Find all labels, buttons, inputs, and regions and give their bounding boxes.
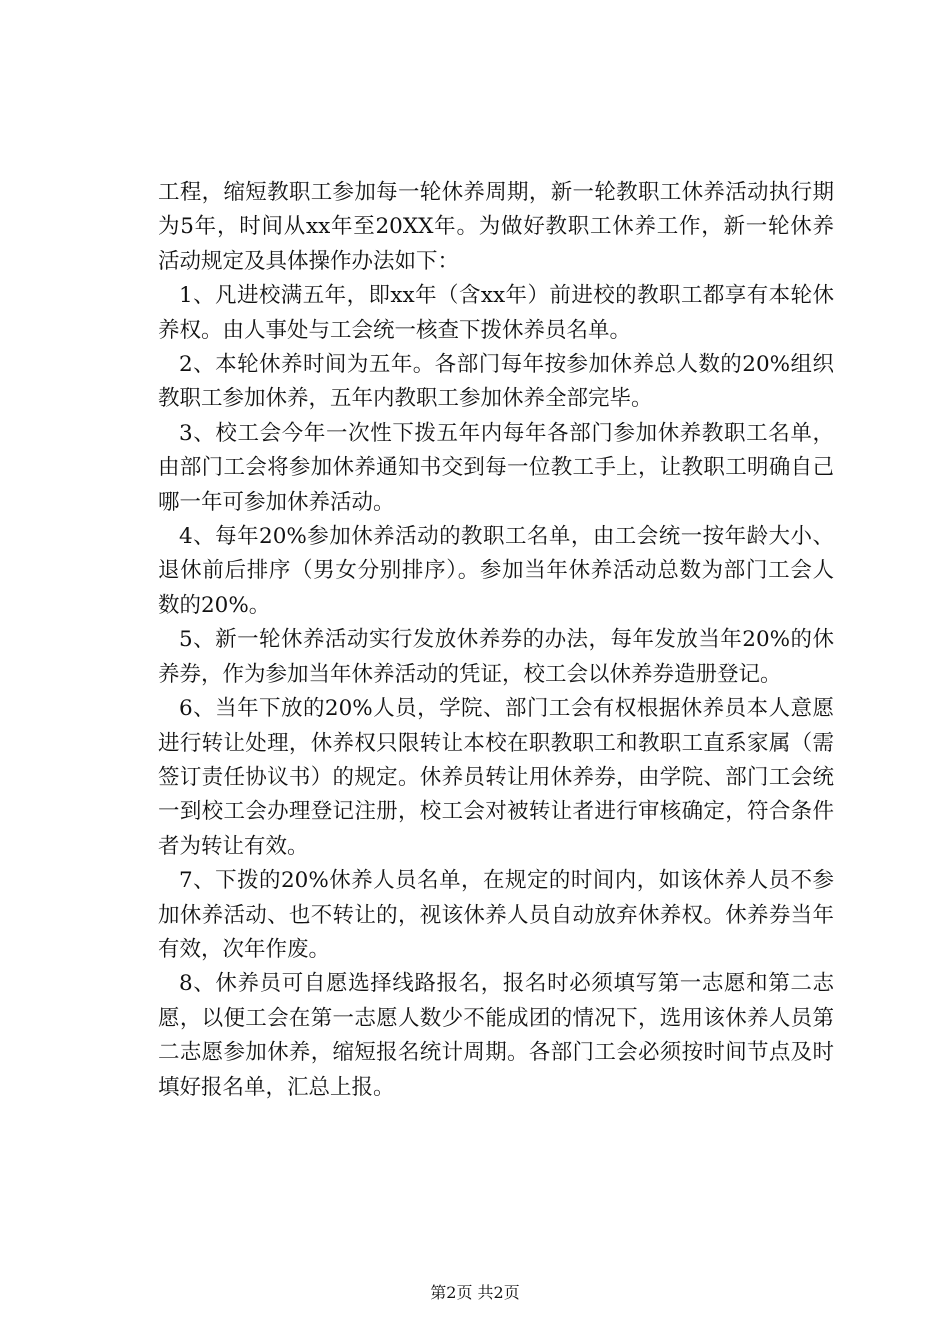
rule-paragraph-6: 6、当年下放的20%人员，学院、部门工会有权根据休养员本人意愿进行转让处理，休养权只限转让本校在职教职工和教职工直系家属（需签订责任协议书）的规定。休养员转让用休养券，由学院、部门工会统一到校工会办理登记注册，校工会对被转让者进行审核确定，符合条件者为转让有效。 xyxy=(158,696,834,859)
rule-paragraph-8: 8、休养员可自愿选择线路报名，报名时必须填写第一志愿和第二志愿，以便工会在第一志愿人数少不能成团的情况下，选用该休养人员第二志愿参加休养，缩短报名统计周期。各部门工会必须按时间节点及时填好报名单，汇总上报。 xyxy=(158,971,834,1100)
rule-paragraph-1: 1、凡进校满五年，即xx年（含xx年）前进校的教职工都享有本轮休养权。由人事处与工会统一核查下拨休养员名单。 xyxy=(158,283,834,343)
rule-paragraph-7: 7、下拨的20%休养人员名单，在规定的时间内，如该休养人员不参加休养活动、也不转让的，视该休养人员自动放弃休养权。休养券当年有效，次年作废。 xyxy=(158,868,834,962)
page-number-footer: 第2页 共2页 xyxy=(430,1283,520,1302)
rule-paragraph-4: 4、每年20%参加休养活动的教职工名单，由工会统一按年龄大小、退休前后排序（男女分别排序）。参加当年休养活动总数为部门工会人数的20%。 xyxy=(158,524,834,618)
intro-paragraph: 工程，缩短教职工参加每一轮休养周期，新一轮教职工休养活动执行期为5年，时间从xx年至20XX年。为做好教职工休养工作，新一轮休养活动规定及具体操作办法如下： xyxy=(158,180,834,274)
rule-paragraph-5: 5、新一轮休养活动实行发放休养券的办法，每年发放当年20%的休养券，作为参加当年休养活动的凭证，校工会以休养券造册登记。 xyxy=(158,627,834,687)
rule-paragraph-3: 3、校工会今年一次性下拨五年内每年各部门参加休养教职工名单，由部门工会将参加休养通知书交到每一位教工手上，让教职工明确自己哪一年可参加休养活动。 xyxy=(158,420,834,515)
document-body xyxy=(158,176,834,1105)
rule-paragraph-2: 2、本轮休养时间为五年。各部门每年按参加休养总人数的20%组织教职工参加休养，五年内教职工参加休养全部完毕。 xyxy=(158,352,834,412)
